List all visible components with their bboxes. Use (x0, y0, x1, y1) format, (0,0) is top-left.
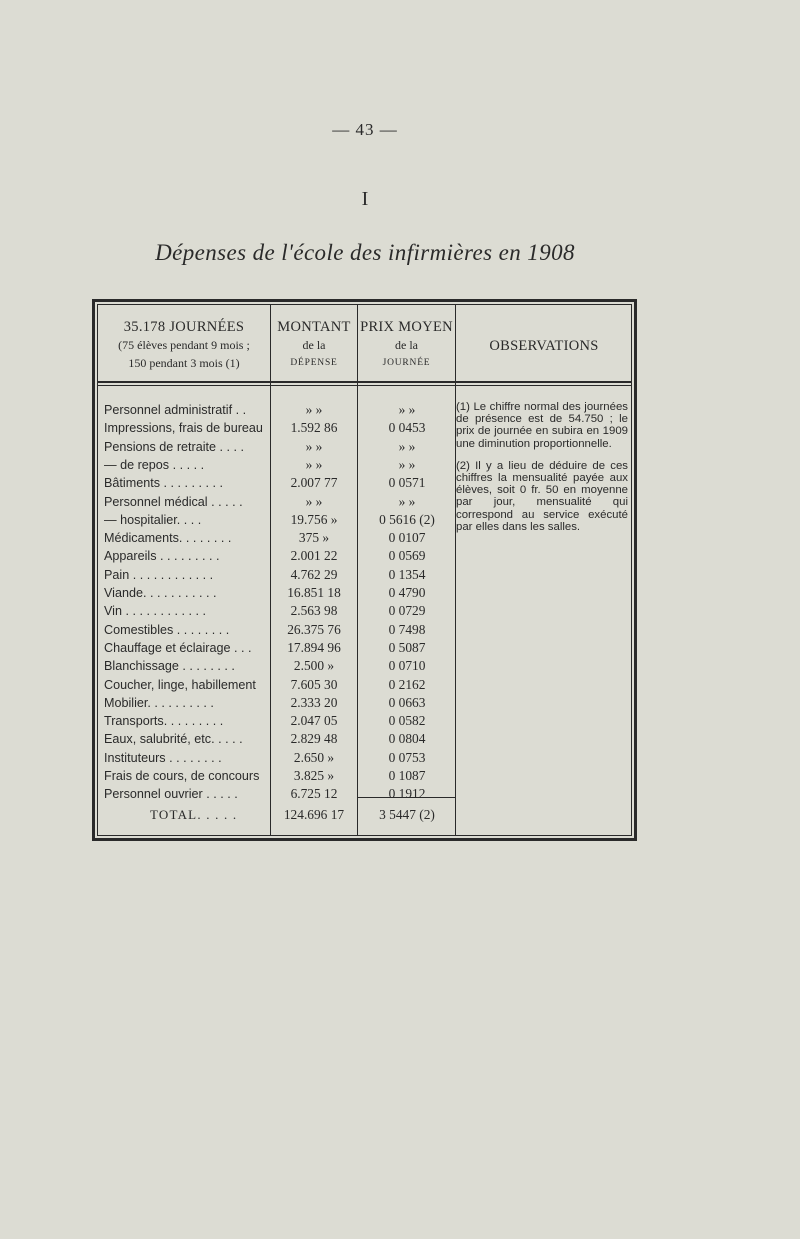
header-montant-line2: de la (302, 338, 326, 352)
row-price: » » (398, 457, 416, 472)
page-title: Dépenses de l'école des infirmières en 1908 (155, 240, 575, 265)
row-amount: 2.047 05 (290, 713, 338, 728)
row-price: 0 1354 (388, 567, 426, 582)
header-prix-line2: de la (395, 338, 418, 352)
row-amount: » » (305, 402, 323, 417)
header-prix (358, 318, 455, 372)
observation-note-2: (2) Il y a lieu de déduire de ces chiffres la mensualité payée aux élèves, soit 0 fr. 50 en moyenne par jour, mensualité qui correspond au service exécuté par elles dans les salles. (456, 459, 628, 533)
row-label: Pensions de retraite . . . . (104, 440, 245, 454)
observations (456, 401, 628, 543)
observation-note-1: (1) Le chiffre normal des journées de présence est de 54.750 ; le prix de journée en subira en 1909 une diminution proportionnelle. (456, 401, 628, 450)
header-montant-line3: DÉPENSE (290, 358, 338, 368)
row-label: Instituteurs . . . . . . . . (104, 751, 222, 765)
header-journees (98, 318, 270, 372)
row-price: 0 5087 (388, 640, 426, 655)
table-row (0, 529, 800, 547)
table-row (0, 566, 800, 584)
row-price: 0 0753 (388, 750, 426, 765)
row-price: » » (398, 439, 416, 454)
row-price: 0 7498 (388, 622, 426, 637)
row-label: Frais de cours, de concours (104, 769, 260, 783)
row-amount: 2.500 » (293, 658, 335, 673)
total-price: 3 5447 (2) (379, 807, 435, 822)
row-amount: 26.375 76 (287, 622, 341, 637)
total-label: TOTAL. . . . . (150, 807, 238, 822)
table-row (0, 584, 800, 602)
row-label: Personnel ouvrier . . . . . (104, 787, 238, 801)
row-label: Médicaments. . . . . . . . (104, 531, 232, 545)
header-rule-thin (97, 385, 632, 386)
table-row (0, 639, 800, 657)
row-price: 0 4790 (388, 585, 426, 600)
header-observations-label: OBSERVATIONS (489, 338, 599, 354)
row-label: Personnel médical . . . . . (104, 495, 243, 509)
row-price: 0 1912 (388, 786, 426, 801)
header-journees-line1: 35.178 JOURNÉES (123, 319, 245, 335)
table-row (0, 493, 800, 511)
header-prix-line3: JOURNÉE (382, 358, 431, 368)
table-row (0, 474, 800, 492)
row-label: — de repos . . . . . (104, 458, 205, 472)
header-journees-line2: (75 élèves pendant 9 mois ; (118, 338, 250, 352)
row-amount: » » (305, 494, 323, 509)
row-price: 0 0663 (388, 695, 426, 710)
table-row (0, 438, 800, 456)
row-amount: 2.563 98 (290, 603, 338, 618)
table-row (0, 511, 800, 529)
row-price: 0 0729 (388, 603, 426, 618)
row-label: Bâtiments . . . . . . . . . (104, 476, 223, 490)
row-label: Comestibles . . . . . . . . (104, 623, 230, 637)
row-amount: » » (305, 439, 323, 454)
table-row (0, 401, 800, 419)
table-row (0, 621, 800, 639)
row-label: Viande. . . . . . . . . . . (104, 586, 217, 600)
table-row (0, 785, 800, 803)
row-price: 0 1087 (388, 768, 426, 783)
row-price: 0 0569 (388, 548, 426, 563)
row-price: » » (398, 494, 416, 509)
table-row (0, 694, 800, 712)
row-price: 0 0710 (388, 658, 426, 673)
row-amount: 2.650 » (293, 750, 335, 765)
row-amount: 2.829 48 (290, 731, 338, 746)
row-label: Eaux, salubrité, etc. . . . . (104, 732, 243, 746)
row-price: 0 0107 (388, 530, 426, 545)
row-amount: 4.762 29 (290, 567, 338, 582)
row-label: Vin . . . . . . . . . . . . (104, 604, 206, 618)
row-amount: 7.605 30 (290, 677, 338, 692)
table-row (0, 602, 800, 620)
row-label: — hospitalier. . . . (104, 513, 202, 527)
row-label: Mobilier. . . . . . . . . . (104, 696, 214, 710)
row-amount: 375 » (298, 530, 330, 545)
header-observations (456, 337, 632, 355)
row-label: Impressions, frais de bureau (104, 421, 263, 435)
row-label: Appareils . . . . . . . . . (104, 549, 220, 563)
row-amount: 1.592 86 (290, 420, 338, 435)
header-montant-line1: MONTANT (277, 319, 351, 335)
table-row (0, 749, 800, 767)
table-row (0, 712, 800, 730)
page-number: — 43 — (332, 120, 398, 139)
row-amount: 17.894 96 (287, 640, 341, 655)
header-journees-line3: 150 pendant 3 mois (1) (128, 356, 240, 370)
row-label: Coucher, linge, habillement (104, 678, 256, 692)
header-montant (271, 318, 357, 372)
table-row (0, 730, 800, 748)
row-label: Blanchissage . . . . . . . . (104, 659, 235, 673)
row-price: 0 5616 (2) (379, 512, 435, 527)
row-amount: » » (305, 457, 323, 472)
row-label: Pain . . . . . . . . . . . . (104, 568, 214, 582)
row-price: 0 2162 (388, 677, 426, 692)
row-price: » » (398, 402, 416, 417)
table-row (0, 657, 800, 675)
section-numeral: I (361, 188, 369, 210)
row-amount: 2.333 20 (290, 695, 338, 710)
row-label: Personnel administratif . . (104, 403, 247, 417)
table-row (0, 419, 800, 437)
row-price: 0 0804 (388, 731, 426, 746)
row-amount: 16.851 18 (287, 585, 341, 600)
header-prix-line1: PRIX MOYEN (360, 319, 453, 335)
table-row (0, 456, 800, 474)
row-price: 0 0582 (388, 713, 426, 728)
row-amount: 6.725 12 (290, 786, 338, 801)
table-row (0, 547, 800, 565)
table-row (0, 676, 800, 694)
row-amount: 19.756 » (290, 512, 338, 527)
row-amount: 2.007 77 (290, 475, 338, 490)
row-label: Chauffage et éclairage . . . (104, 641, 252, 655)
header-rule (97, 381, 632, 383)
row-amount: 3.825 » (293, 768, 335, 783)
total-amount: 124.696 17 (283, 807, 345, 822)
row-price: 0 0453 (388, 420, 426, 435)
row-label: Transports. . . . . . . . . (104, 714, 224, 728)
table-row (0, 767, 800, 785)
row-amount: 2.001 22 (290, 548, 338, 563)
row-price: 0 0571 (388, 475, 426, 490)
